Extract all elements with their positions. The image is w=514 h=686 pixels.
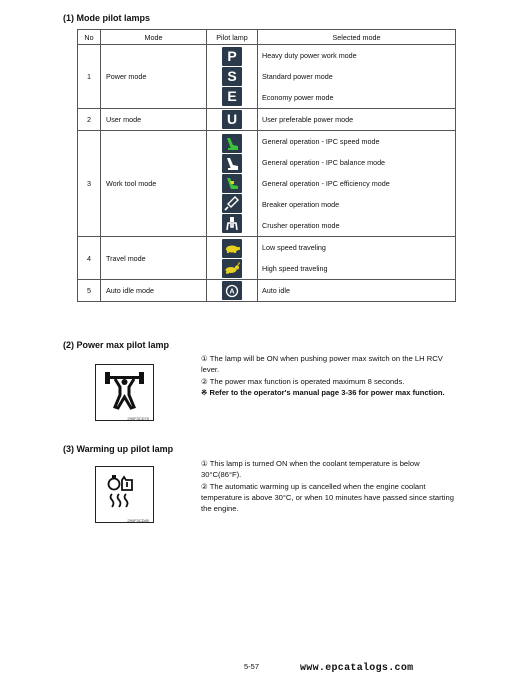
selected-mode-label: Breaker operation mode [262, 200, 340, 209]
row-mode: Auto idle mode [101, 280, 207, 302]
figure-code: 290F3CD70 [127, 416, 149, 421]
row-mode: Power mode [101, 45, 207, 109]
row-mode: User mode [101, 109, 207, 131]
row-no: 2 [78, 109, 101, 131]
warming-up-lamp-figure [95, 466, 154, 523]
selected-mode-label: General operation - IPC balance mode [262, 158, 386, 167]
crusher-icon [222, 214, 242, 233]
header-pilot-lamp: Pilot lamp [207, 30, 258, 45]
warming-up-icon [96, 467, 153, 513]
section3-text [201, 458, 457, 514]
section2-item: ② The power max function is operated maximum 8 seconds. [201, 376, 405, 386]
header-no: No [78, 30, 101, 45]
header-mode: Mode [101, 30, 207, 45]
row-no: 4 [78, 237, 101, 280]
figure-code: 290F3CD80 [127, 518, 149, 523]
row-lamps [207, 109, 258, 131]
letter-e-icon: E [222, 87, 242, 106]
section2-title: (2) Power max pilot lamp [63, 340, 170, 350]
breaker-icon [222, 194, 242, 213]
power-max-lamp-figure [95, 364, 154, 421]
section3-item: ① This lamp is turned ON when the coolant temperature is below 30°C(86°F). [201, 459, 420, 480]
row-lamps [207, 280, 258, 302]
row-lamps [207, 131, 258, 237]
svg-text:A: A [229, 288, 235, 296]
row-no: 3 [78, 131, 101, 237]
row-lamps [207, 237, 258, 280]
power-max-icon [96, 365, 153, 411]
row-selected-modes [258, 237, 456, 280]
selected-mode-label: Standard power mode [262, 72, 333, 81]
row-mode: Work tool mode [101, 131, 207, 237]
watermark: www.epcatalogs.com [300, 663, 414, 674]
letter-p-icon: P [222, 47, 242, 66]
row-selected-modes [258, 45, 456, 109]
table-header-row [78, 30, 456, 45]
selected-mode-label: High speed traveling [262, 264, 328, 273]
selected-mode-label: User preferable power mode [262, 115, 354, 124]
row-mode: Travel mode [101, 237, 207, 280]
selected-mode-label: General operation - IPC efficiency mode [262, 179, 390, 188]
table-row [78, 237, 456, 280]
selected-mode-label: Economy power mode [262, 93, 334, 102]
section3-title: (3) Warming up pilot lamp [63, 444, 174, 454]
section1-title: (1) Mode pilot lamps [63, 13, 151, 23]
row-selected-modes [258, 131, 456, 237]
header-selected-mode: Selected mode [258, 30, 456, 45]
selected-mode-label: Crusher operation mode [262, 221, 340, 230]
ipc-speed-icon [222, 134, 242, 153]
row-no: 5 [78, 280, 101, 302]
rabbit-icon [222, 259, 242, 278]
table-row [78, 131, 456, 237]
table-row [78, 45, 456, 109]
section2-item: ① The lamp will be ON when pushing power max switch on the LH RCV lever. [201, 354, 443, 375]
selected-mode-label: Heavy duty power work mode [262, 51, 357, 60]
turtle-icon [222, 239, 242, 258]
letter-s-icon: S [222, 67, 242, 86]
row-selected-modes [258, 280, 456, 302]
page-number: 5-57 [244, 662, 260, 671]
table-row [78, 280, 456, 302]
selected-mode-label: General operation - IPC speed mode [262, 137, 380, 146]
section2-text [201, 353, 457, 398]
selected-mode-label: Low speed traveling [262, 243, 326, 252]
row-selected-modes [258, 109, 456, 131]
selected-mode-label: Auto idle [262, 286, 290, 295]
row-lamps [207, 45, 258, 109]
row-no: 1 [78, 45, 101, 109]
ipc-balance-icon [222, 154, 242, 173]
mode-pilot-lamps-table [77, 29, 456, 302]
table-row [78, 109, 456, 131]
ipc-efficiency-icon [222, 174, 242, 193]
letter-u-icon: U [222, 110, 242, 129]
section3-item: ② The automatic warming up is cancelled when the engine coolant temperature is above 30°C, or when 10 minutes have passed since starting the engine. [201, 481, 454, 514]
section2-note: ※ Refer to the operator's manual page 3-36 for power max function. [201, 387, 445, 397]
auto-idle-icon [222, 281, 242, 300]
